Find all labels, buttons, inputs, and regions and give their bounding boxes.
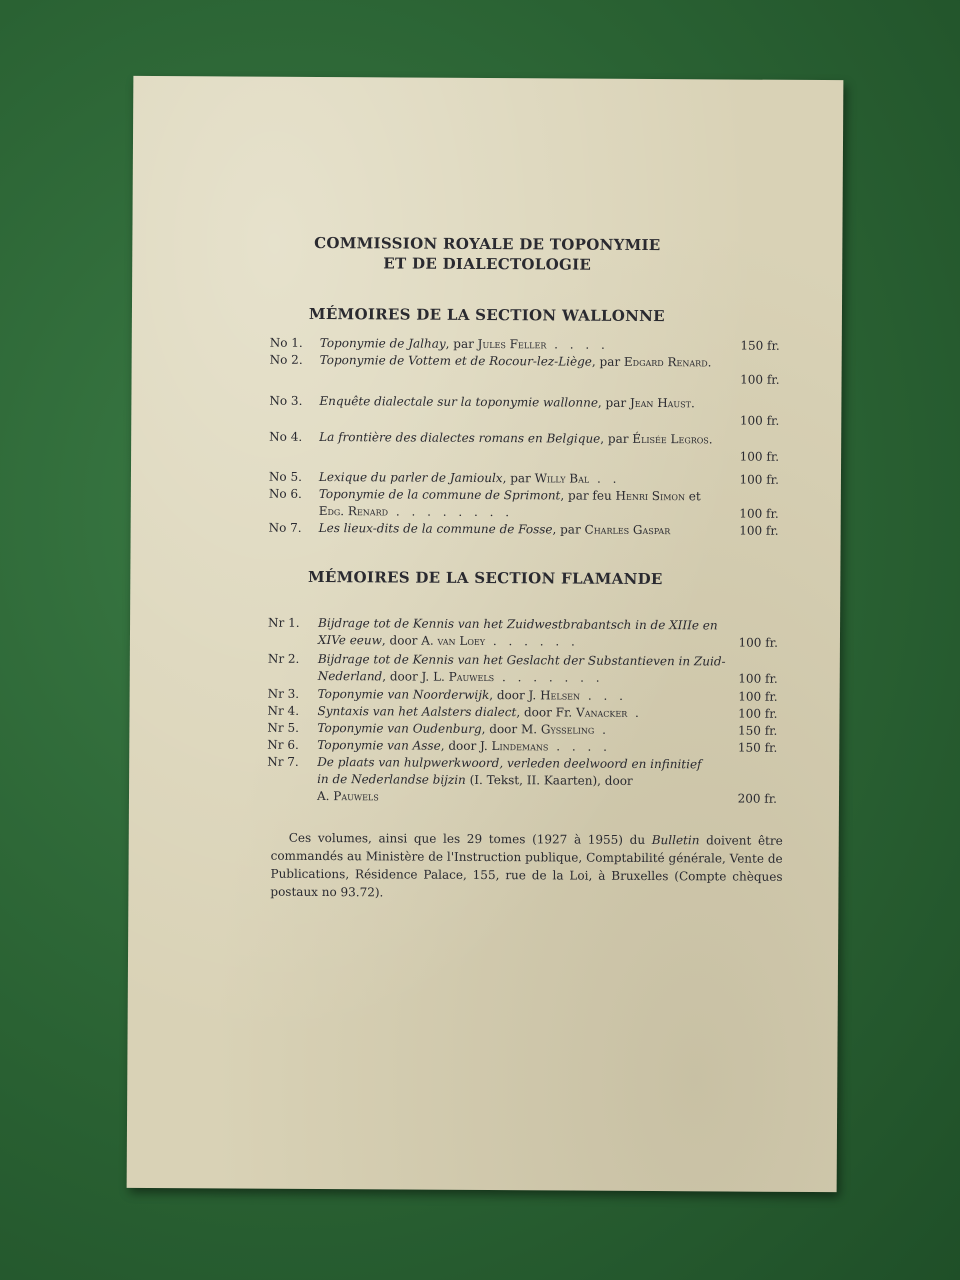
entry-number: Nr 7. — [267, 754, 299, 769]
list-item — [268, 615, 778, 652]
entry-number: No 7. — [268, 520, 302, 535]
entry-leader: . . . . . . . — [494, 670, 604, 685]
entry-price: 100 fr. — [738, 689, 778, 704]
entry-title: Syntaxis van het Aalsters dialect — [317, 703, 517, 720]
entry-author: van Loey — [437, 633, 486, 649]
entry-title-2: XIVe eeuw — [317, 632, 382, 648]
entry-price: 150 fr. — [737, 723, 778, 738]
entry-leader: . . . . — [548, 739, 611, 754]
entry-author: Edgard Renard. — [623, 354, 712, 370]
entry-price: 200 fr. — [737, 791, 778, 806]
entry-rest: (I. Tekst, II. Kaarten), door — [465, 772, 633, 788]
entry-number: No 3. — [269, 393, 303, 408]
entry-number: Nr 3. — [267, 686, 300, 701]
entry-author: Pauwels — [448, 669, 495, 685]
entry-title: La frontière des dialectes romans en Belgique — [319, 429, 601, 446]
entry-title: Bijdrage tot de Kennis van het Zuidwestbrabantsch in de XIIIe en — [318, 615, 718, 633]
entry-price: 150 fr. — [737, 740, 778, 755]
ordering-notice-text-2: doivent être commandés au Ministère de l'Instruction publique, Comptabilité générale, Vente de Publications, Résidence Palace, 155, rue de la Loi, à Bruxelles (Compte chèques postaux no 93.72). — [270, 833, 783, 900]
list-item — [269, 520, 779, 540]
entry-title: Toponymie van Oudenburg — [317, 720, 482, 736]
entry-price: 100 fr. — [739, 472, 779, 487]
entry-title: Toponymie de Vottem et de Rocour-lez-Liège — [319, 352, 592, 369]
entry-by: , door Fr. — [516, 705, 573, 720]
entry-leader: . . . . . . — [484, 634, 579, 649]
entry-number: No 4. — [269, 429, 303, 444]
entry-by: , par — [591, 354, 621, 369]
entry-number: No 2. — [269, 352, 303, 367]
entry-price: 100 fr. — [739, 413, 780, 428]
entry-number: Nr 2. — [267, 651, 300, 666]
list-item — [268, 651, 778, 688]
entry-number: Nr 6. — [267, 737, 299, 752]
book-back-cover — [127, 76, 844, 1192]
entry-by: , par — [597, 395, 627, 410]
entry-title: Toponymie van Asse — [317, 737, 441, 753]
list-item — [267, 754, 777, 808]
entry-leader: . — [594, 722, 610, 737]
entry-author: Jean Haust. — [629, 395, 695, 411]
entry-price: 150 fr. — [740, 338, 780, 353]
entry-number: Nr 1. — [268, 615, 300, 630]
entry-by: , par — [600, 431, 629, 446]
entry-author: Élisée Legros. — [632, 431, 713, 447]
entry-by: , par — [445, 336, 474, 351]
entry-number: Nr 4. — [267, 703, 300, 718]
entry-author: Helsen — [540, 688, 581, 703]
entry-by: , par — [502, 471, 531, 486]
entry-leader: . . — [589, 471, 621, 486]
entry-title: De plaats van hulpwerkwoord, verleden deelwoord en infinitief — [317, 754, 702, 772]
commission-title-line1: COMMISSION ROYALE DE TOPONYMIE — [314, 233, 661, 255]
entry-by: , door J. — [489, 688, 537, 703]
entry-by: , par — [552, 522, 581, 537]
entry-leader: . . . . — [546, 337, 609, 352]
entry-leader: . — [627, 705, 643, 720]
entry-price: 100 fr. — [739, 523, 779, 538]
entry-leader: . . . . . . . . — [388, 504, 514, 520]
entry-title: Enquête dialectale sur la toponymie wallonne — [319, 393, 598, 410]
entry-author: Jules Feller — [477, 336, 547, 352]
entry-by: , par feu — [560, 488, 612, 503]
entry-author: Willy Bal — [534, 471, 590, 486]
entry-by: , door A. — [381, 633, 434, 648]
entry-author: Charles Gaspar — [584, 522, 671, 538]
list-item — [269, 486, 779, 523]
entry-title: Toponymie de Jalhay — [319, 335, 446, 351]
entry-after: et — [684, 489, 701, 504]
entry-author: Lindemans — [491, 739, 549, 754]
entry-author: Henri Simon — [615, 488, 686, 504]
entry-author: A. Pauwels — [316, 788, 379, 804]
entry-title: Toponymie van Noorderwijk — [317, 686, 490, 703]
entry-by: , door J. L. — [382, 669, 445, 684]
entry-title-2: in de Nederlandse bijzin — [317, 771, 466, 787]
entry-by: , door J. — [440, 738, 488, 754]
entry-number: Nr 5. — [267, 720, 299, 735]
entry-author-2: Edg. Renard — [318, 503, 389, 519]
list-item — [270, 352, 780, 389]
entry-title: Bijdrage tot de Kennis van het Geslacht der Substantieven in Zuid- — [317, 651, 726, 669]
entry-number: No 1. — [269, 335, 303, 350]
entry-price: 100 fr. — [738, 635, 778, 650]
list-item — [269, 429, 779, 466]
entry-author: Gysseling — [540, 722, 595, 737]
list-item — [269, 393, 779, 430]
ordering-notice — [270, 829, 782, 904]
entry-price: 100 fr. — [738, 706, 778, 721]
section-wallonne-heading: MÉMOIRES DE LA SECTION WALLONNE — [308, 304, 665, 326]
entry-leader: . . . — [580, 688, 627, 703]
entry-price: 100 fr. — [738, 671, 778, 686]
commission-title-line2: ET DE DIALECTOLOGIE — [383, 254, 592, 274]
ordering-notice-text-1: Ces volumes, ainsi que les 29 tomes (1927 à 1955) du — [288, 830, 646, 847]
entry-by: , door M. — [481, 721, 538, 737]
entry-price: 100 fr. — [740, 372, 780, 387]
entry-number: No 6. — [268, 486, 302, 501]
entry-price: 100 fr. — [739, 449, 780, 464]
entry-number: No 5. — [268, 469, 302, 484]
entry-title: Lexique du parler de Jamioulx — [318, 469, 503, 486]
entry-author: Vanacker — [576, 705, 628, 720]
entry-title: Toponymie de la commune de Sprimont — [318, 486, 561, 503]
bulletin-title: Bulletin — [651, 833, 700, 848]
section-flamande-heading: MÉMOIRES DE LA SECTION FLAMANDE — [307, 567, 663, 589]
entry-title-2: Nederland — [317, 668, 383, 684]
entry-title: Les lieux-dits de la commune de Fosse — [318, 520, 553, 537]
entry-price: 100 fr. — [739, 506, 779, 521]
